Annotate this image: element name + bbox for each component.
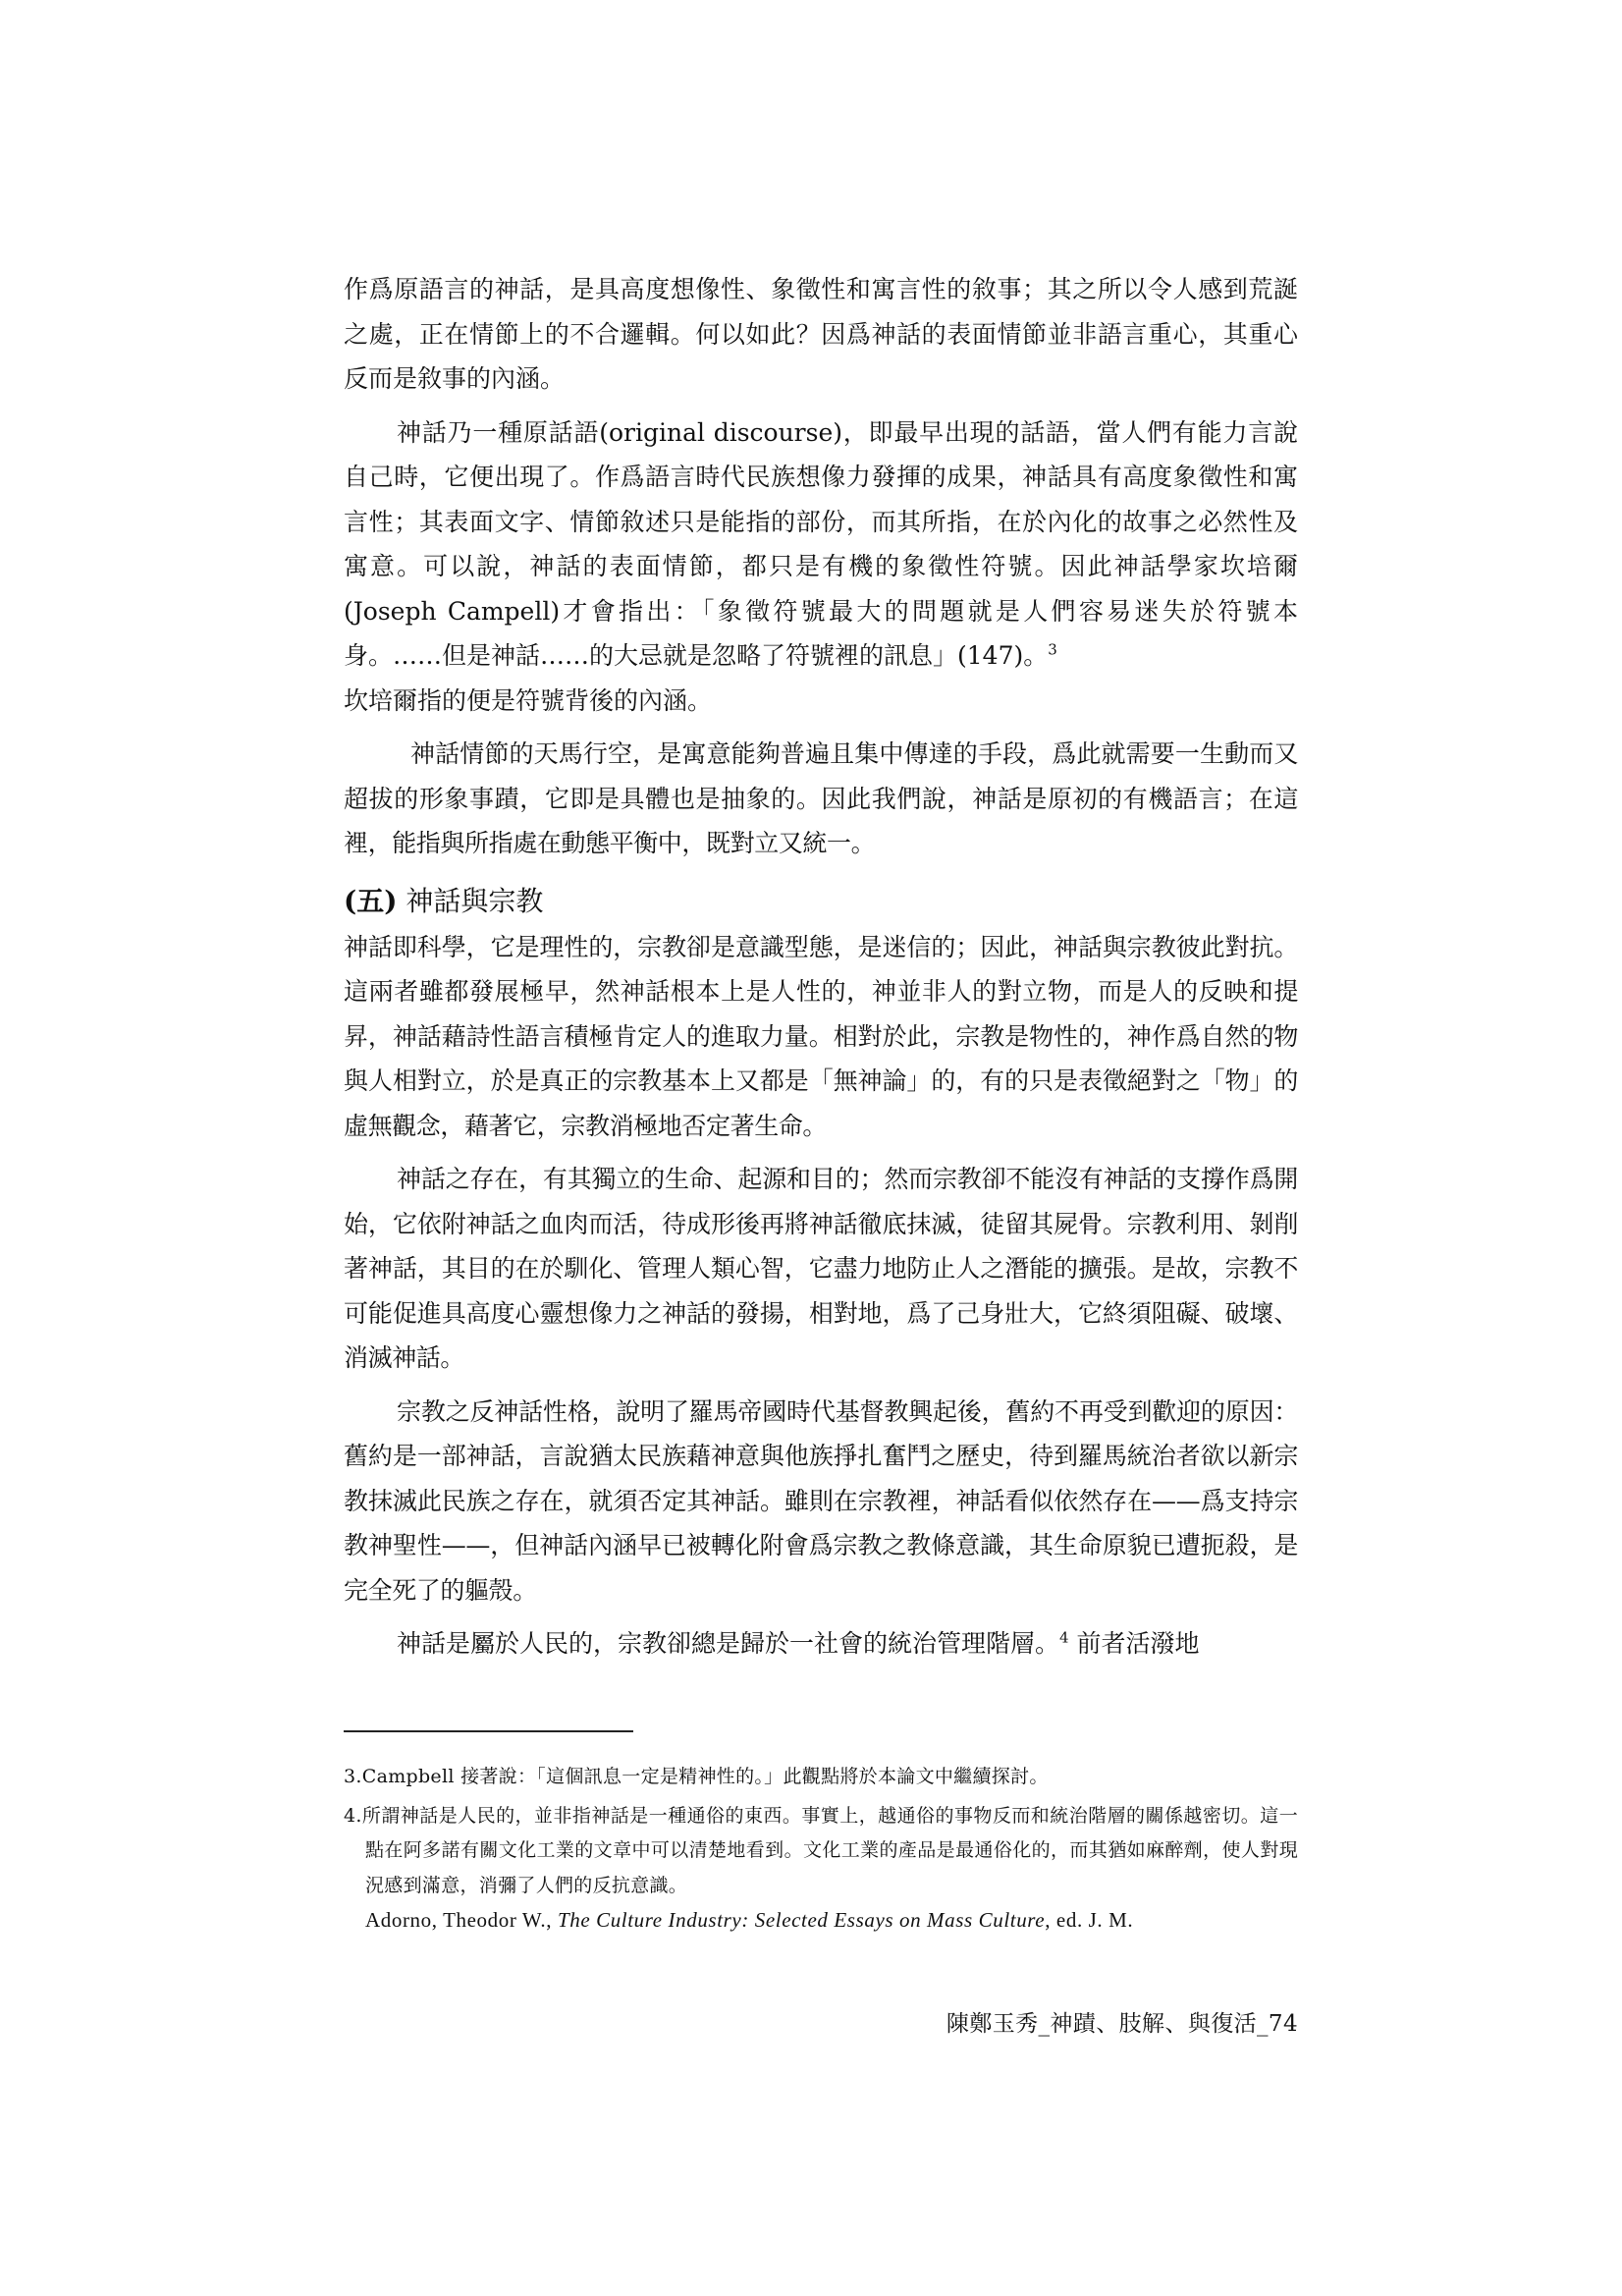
paragraph-6: 宗教之反神話性格，說明了羅馬帝國時代基督教興起後，舊約不再受到歡迎的原因：舊約是一部神話，言說猶太民族藉神意與他族掙扎奮鬥之歷史，待到羅馬統治者欲以新宗教抹滅此民族之存在，就須否定其神話。雖則在宗教裡，神話看似依然存在——爲支持宗教神聖性——，但神話內涵早已被轉化附會爲宗教之教條意識，其生命原貌已遭扼殺，是完全死了的軀殼。 [344,1396,1298,1605]
section-number: (五) [344,884,398,917]
running-footer: 陳鄭玉秀_神蹟、肢解、與復活_74 [946,2011,1298,2037]
paragraph-5: 神話之存在，有其獨立的生命、起源和目的；然而宗教卻不能沒有神話的支撐作爲開始，它依附神話之血肉而活，待成形後再將神話徹底抹滅，徒留其屍骨。宗教利用、剝削著神話，其目的在於馴化、管理人類心智，它盡力地防止人之潛能的擴張。是故，宗教不可能促進具高度心靈想像力之神話的發揚，相對地，爲了己身壯大，它終須阻礙、破壞、消滅神話。 [344,1165,1298,1372]
paragraph-7-text: 神話是屬於人民的，宗教卻總是歸於一社會的統治管理階層。 [397,1629,1060,1658]
footnote-4-author: Adorno, Theodor W., [365,1908,558,1932]
footnote-4-text: 4.所謂神話是人民的，並非指神話是一種通俗的東西。事實上，越通俗的事物反而和統治階層的關係越密切。這一點在阿多諾有關文化工業的文章中可以清楚地看到。文化工業的產品是最通俗化的，而其猶如麻醉劑，使人對現況感到滿意，消彌了人們的反抗意識。 [344,1804,1298,1896]
paragraph-7 [344,1621,1298,1667]
footnote-4 [344,1799,1298,1940]
footnote-ref-3[interactable]: 3 [1048,640,1057,659]
footnote-ref-4[interactable]: 4 [1059,1628,1069,1647]
footnote-4-book-title: The Culture Industry: Selected Essays on Mass Culture [557,1908,1046,1932]
footnote-divider [344,1730,633,1732]
footnote-4-rest: , ed. J. M. [1045,1908,1134,1932]
paragraph-3: 神話情節的天馬行空，是寓意能夠普遍且集中傳達的手段，爲此就需要一生動而又超拔的形象事蹟，它即是具體也是抽象的。因此我們說，神話是原初的有機語言；在這裡，能指與所指處在動態平衡中，既對立又統一。 [344,739,1298,857]
footnotes [344,1730,1298,1943]
paragraph-2-text: 神話乃一種原話語(original discourse)，即最早出現的話語，當人們有能力言說自己時，它便出現了。作爲語言時代民族想像力發揮的成果，神話具有高度象徵性和寓言性；其表面文字、情節敘述只是能指的部份，而其所指，在於內化的故事之必然性及寓意。可以說，神話的表面情節，都只是有機的象徵性符號。因此神話學家坎培爾(Joseph Campell)才會指出：「象徵符號最大的問題就是人們容易迷失於符號本身。……但是神話……的大忌就是忽略了符號裡的訊息」(147)。 [344,417,1298,670]
section-heading [344,880,1298,923]
main-text [344,267,1298,1667]
paragraph-7-tail: 前者活潑地 [1076,1629,1200,1658]
paragraph-2 [344,410,1298,724]
paragraph-2-tail: 坎培爾指的便是符號背後的內涵。 [344,685,713,715]
paragraph-4: 神話即科學，它是理性的，宗教卻是意識型態，是迷信的；因此，神話與宗教彼此對抗。這兩者雖都發展極早，然神話根本上是人性的，神並非人的對立物，而是人的反映和提昇，神話藉詩性語言積極肯定人的進取力量。相對於此，宗教是物性的，神作爲自然的物與人相對立，於是真正的宗教基本上又都是「無神論」的，有的只是表徵絕對之「物」的虛無觀念，藉著它，宗教消極地否定著生命。 [344,932,1298,1140]
footnote-3: 3.Campbell 接著說：「這個訊息一定是精神性的。」此觀點將於本論文中繼續探討。 [344,1766,1049,1787]
paragraph-1: 作爲原語言的神話，是具高度想像性、象徵性和寓言性的敘事；其之所以令人感到荒誕之處，正在情節上的不合邏輯。何以如此？因爲神話的表面情節並非語言重心，其重心反而是敘事的內涵。 [344,275,1298,393]
section-title: 神話與宗教 [406,884,544,917]
